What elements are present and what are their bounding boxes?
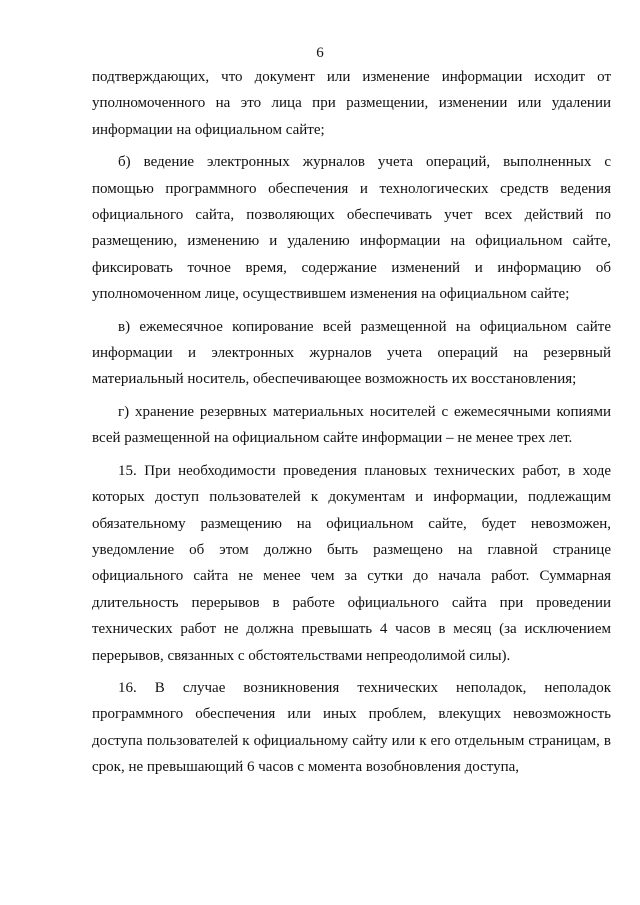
document-body xyxy=(92,64,611,781)
paragraph-continuation: подтверждающих, что документ или изменение информации исходит от уполномоченного на это лица при размещении, изменении или удалении информации на официальном сайте; xyxy=(92,69,611,138)
paragraph-clause-16: 16. В случае возникновения технических неполадок, неполадок программного обеспечения или иных проблем, влекущих невозможность доступа пользователей к официальному сайту или к его отдельным страницам, в срок, не превышающий 6 часов с момента возобновления доступа, xyxy=(92,679,611,776)
paragraph-item-v: в) ежемесячное копирование всей размещенной на официальном сайте информации и электронных журналов учета операций на резервный материальный носитель, обеспечивающее возможность их восстановления; xyxy=(92,318,611,388)
paragraph-clause-15: 15. При необходимости проведения плановых технических работ, в ходе которых доступ пользователей к документам и информации, подлежащим обязательному размещению на официальном сайте, будет невозможен, уведомление об этом должно быть размещено на главной странице официального сайта не менее чем за сутки до начала работ. Суммарная длительность перерывов в работе официального сайта при проведении технических работ не должна превышать 4 часов в месяц (за исключением перерывов, связанных с обстоятельствами непреодолимой силы). xyxy=(92,462,611,664)
paragraph-item-g: г) хранение резервных материальных носителей с ежемесячными копиями всей размещенной на официальном сайте информации – не менее трех лет. xyxy=(92,403,611,447)
page-number: 6 xyxy=(316,45,324,61)
paragraph-item-b: б) ведение электронных журналов учета операций, выполненных с помощью программного обеспечения и технологических средств ведения официального сайта, позволяющих обеспечивать учет всех действий по размещению, изменению и удалению информации на официальном сайте, фиксировать точное время, содержание изменений и информацию об уполномоченном лице, осуществившем изменения на официальном сайте; xyxy=(92,154,611,303)
